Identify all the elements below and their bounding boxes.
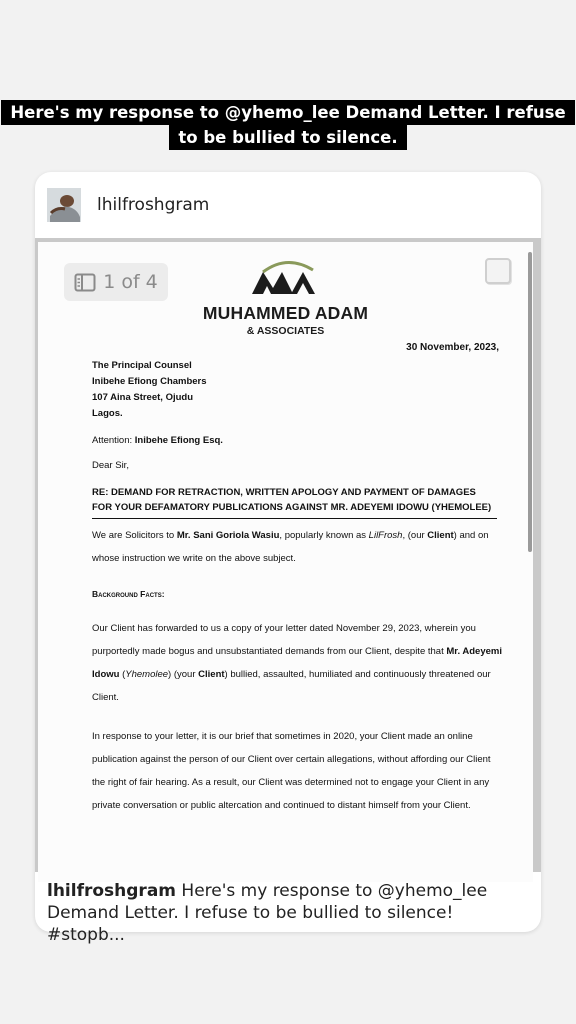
text-run: ) and on whose instruction we write on the above subject. — [92, 530, 489, 564]
caption-username[interactable]: lhilfroshgram — [47, 881, 177, 901]
post-header[interactable] — [35, 172, 541, 238]
attention-line — [92, 435, 223, 446]
client-alias: LilFrosh — [368, 530, 403, 541]
text-run: , (our — [402, 530, 428, 541]
story-caption — [0, 100, 576, 150]
attention-label: Attention: — [92, 435, 135, 446]
client-name: Mr. Sani Goriola Wasiu — [176, 530, 280, 541]
background-paragraph-2: In response to your letter, it is our brief that sometimes in 2020, your Client made an online publication against the person of our Client over certain allegations, without affording our Client the right of fair hearing. As a result, our Client was determined not to engage your Client in any private conversation or public altercation and continued to distant himself from your Client. — [92, 731, 491, 811]
text-run: We are Solicitors to — [92, 530, 177, 541]
intro-paragraph — [92, 524, 502, 570]
firm-subtitle: & ASSOCIATES — [246, 325, 325, 337]
post-username[interactable]: lhilfroshgram — [97, 195, 210, 215]
text-run: Our Client has forwarded to us a copy of your letter dated November 29, 2023, wherein you purportedly made bogus and unsubstantiated demands from our Client, despite that — [92, 623, 476, 657]
address-line: 107 Aina Street, Ojudu — [92, 392, 194, 403]
text-run: ) (your — [168, 669, 199, 680]
avatar-image-icon — [47, 188, 81, 222]
page-indicator-label: 1 of 4 — [103, 271, 158, 293]
avatar[interactable] — [47, 188, 81, 222]
firm-name: MUHAMMED ADAM — [202, 303, 369, 323]
story-caption-text: Here's my response to @yhemo_lee Demand Letter. I refuse to be bullied to silence. — [1, 100, 574, 150]
background-paragraph-1 — [92, 617, 502, 709]
address-line: Lagos. — [92, 408, 123, 419]
firm-logo-icon — [249, 258, 323, 296]
address-line: The Principal Counsel — [92, 360, 192, 371]
post-media[interactable] — [35, 238, 541, 872]
subject-line: RE: DEMAND FOR RETRACTION, WRITTEN APOLOGY AND PAYMENT OF DAMAGES FOR YOUR DEFAMATORY PUBLICATIONS AGAINST MR. ADEYEMI IDOWU (YHEMOLEE) — [92, 485, 497, 519]
recipient-address — [92, 358, 207, 422]
background-heading: Background Facts: — [92, 589, 165, 599]
attention-name: Inibehe Efiong Esq. — [134, 435, 223, 446]
client-label: Client — [198, 669, 225, 680]
client-label: Client — [427, 530, 454, 541]
text-run: ) bullied, assaulted, humiliated and continuously threatened our Client. — [92, 669, 491, 703]
letter-date: 30 November, 2023, — [406, 342, 499, 353]
address-line: Inibehe Efiong Chambers — [92, 376, 207, 387]
text-run: ( — [119, 669, 126, 680]
opponent-name: Mr. Adeyemi Idowu — [92, 646, 502, 680]
caption-text: Here's my response to @yhemo_lee Demand Letter. I refuse to be bullied to silence! #stopb... — [47, 881, 488, 945]
shared-post-card[interactable] — [35, 172, 541, 945]
post-caption[interactable] — [47, 880, 527, 946]
salutation: Dear Sir, — [92, 460, 129, 471]
letter-document — [38, 242, 533, 882]
text-run: , popularly known as — [279, 530, 369, 541]
firm-logo — [38, 258, 533, 337]
opponent-alias: Yhemolee — [125, 669, 169, 680]
